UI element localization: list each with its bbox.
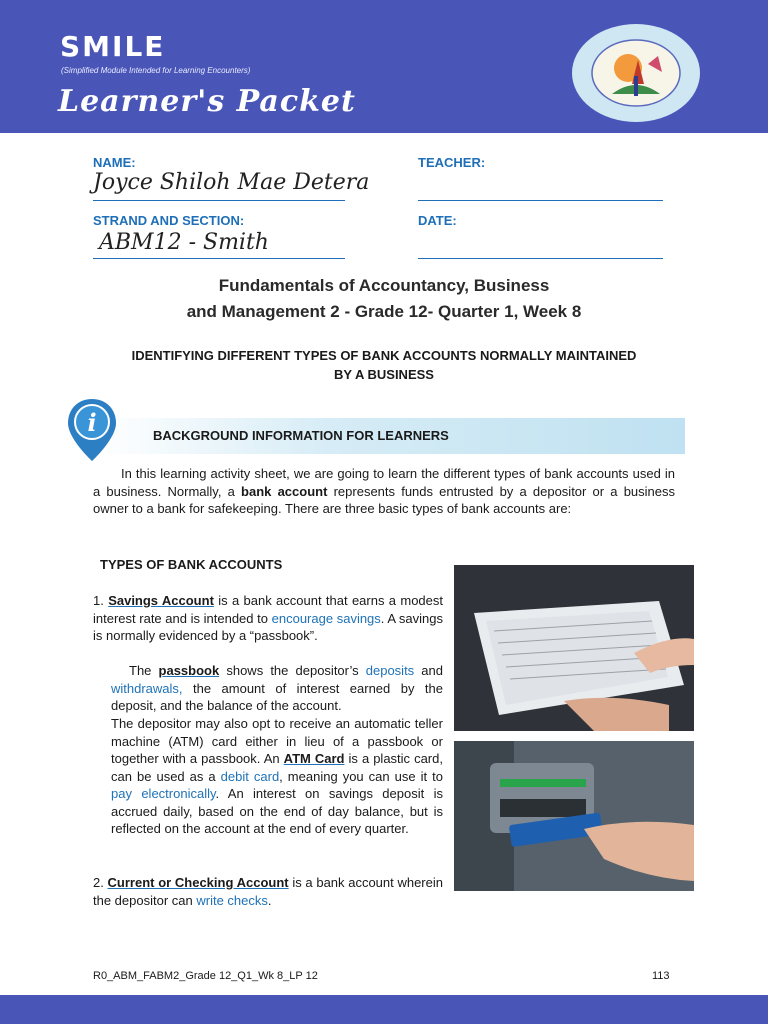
savings-item: 1. Savings Account is a bank account that earns a modest interest rate and is intended to encourage savings. A savings is normally evidenced by a “passbook”. <box>93 593 443 643</box>
name-value[interactable]: Joyce Shiloh Mae Detera <box>93 170 370 195</box>
strand-value[interactable]: ABM12 - Smith <box>99 230 269 255</box>
name-line <box>93 200 345 201</box>
svg-text:i: i <box>87 408 97 437</box>
date-line[interactable] <box>418 258 663 259</box>
deped-seal-icon <box>572 24 700 122</box>
passbook-photo <box>454 565 694 731</box>
packet-title: Learner's Packet <box>58 84 356 119</box>
title-line-1: Fundamentals of Accountancy, Business <box>218 276 550 295</box>
savings-term: Savings Account <box>108 593 214 608</box>
info-pin-icon <box>66 397 118 463</box>
brand-title: SMILE <box>60 30 166 63</box>
atm-paragraph: The depositor may also opt to receive an automatic teller machine (ATM) card either in lieu of a passbook or together with a passbook. An ATM Card is a plastic card, can be used as a debit card, meaning you can use it to pay electronically. An interest on savings deposit is accrued daily, based on the end of day balance, but is reflected on the account at the end of every quarter. <box>111 716 443 836</box>
lesson-subtitle: IDENTIFYING DIFFERENT TYPES OF BANK ACCOUNTS NORMALLY MAINTAINED BY A BUSINESS <box>131 348 637 382</box>
page-number: 113 <box>652 970 670 982</box>
types-heading: TYPES OF BANK ACCOUNTS <box>100 557 283 572</box>
footer-code: R0_ABM_FABM2_Grade 12_Q1_Wk 8_LP 12 <box>93 970 318 982</box>
info-heading: BACKGROUND INFORMATION FOR LEARNERS <box>153 428 449 443</box>
intro-paragraph: In this learning activity sheet, we are going to learn the different types of bank accounts used in a business. Normally, a bank account represents funds entrusted by a depositor or a business owner to a bank for safekeeping. There are three basic types of bank accounts are: <box>93 466 676 516</box>
name-label: NAME: <box>93 155 136 170</box>
deped-seal <box>572 24 700 122</box>
checking-item: 2. Current or Checking Account is a bank account wherein the depositor can write checks. <box>93 875 443 908</box>
brand-subtitle: (Simplified Module Intended for Learning Encounters) <box>61 66 251 75</box>
passbook-paragraph: The passbook shows the depositor’s deposits and withdrawals, the amount of interest earned by the deposit, and the balance of the account. <box>111 663 444 713</box>
checking-term: Current or Checking Account <box>107 875 289 890</box>
atm-photo <box>454 741 694 891</box>
date-label: DATE: <box>418 213 457 228</box>
footer-banner <box>0 995 768 1024</box>
strand-line <box>93 258 345 259</box>
teacher-label: TEACHER: <box>418 155 486 170</box>
teacher-line[interactable] <box>418 200 663 201</box>
title-line-2: and Management 2 - Grade 12- Quarter 1, Week 8 <box>186 302 582 321</box>
strand-label: STRAND AND SECTION: <box>93 213 245 228</box>
